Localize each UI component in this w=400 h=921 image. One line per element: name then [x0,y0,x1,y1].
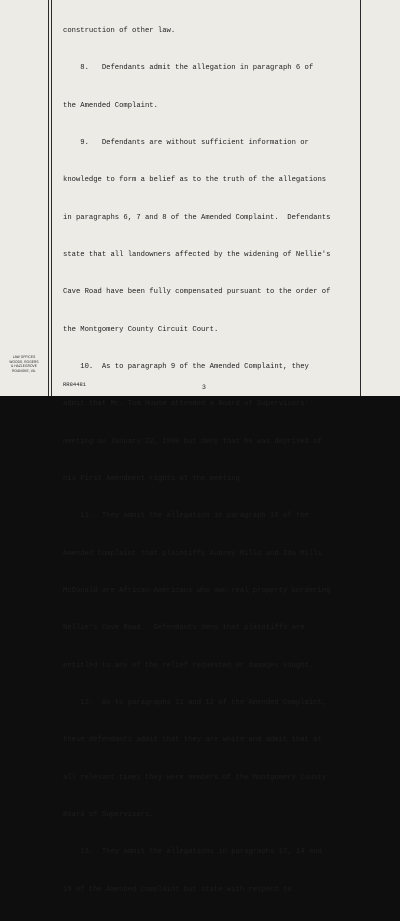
body-line: the Amended Complaint. [63,101,158,110]
right-margin-rule [360,0,361,400]
body-line: Nellie's Cave Road. Defendants deny that plaintiffs are [63,624,305,633]
body-line: meeting on January 22, 1990 but deny that he was deprived of [63,437,322,446]
body-line: Board of Supervisors. [63,811,154,820]
page-number: 3 [202,384,206,391]
document-body [63,0,358,921]
body-line: 10. As to paragraph 9 of the Amended Complaint, they [63,363,309,371]
sidebar-line: & HAZLEGROVE [11,364,37,368]
body-line: the Montgomery County Circuit Court. [63,325,219,334]
left-margin-rule-outer [48,0,49,400]
body-line: McDonald are African-Americans who own real property bordering [63,587,331,596]
body-line: all relevant times they were members of the Montgomery County [63,773,327,782]
body-line: 11. They admit the allegation in paragraph 10 of the [63,512,309,521]
body-line: 15 of the Amended Complaint but state with respect to [63,885,292,894]
body-line: knowledge to form a belief as to the truth of the allegations [63,176,327,185]
left-margin-rule-inner [51,0,52,400]
body-line: Amended Complaint that plaintiffs Aubrey Mills and Ida Mills [63,549,322,558]
sidebar-line: WOODS, ROGERS [9,359,39,364]
body-line: 12. As to paragraphs 11 and 12 of the Amended Complaint, [63,699,327,708]
body-line: his First Amendment rights at the meeting. [63,475,245,484]
sidebar-line: ROANOKE, VA. [12,368,36,373]
scan-border [0,396,400,400]
body-line: 8. Defendants admit the allegation in paragraph 6 of [63,64,314,73]
body-line: state that all landowners affected by the widening of Nellie's [63,250,331,259]
sidebar-line: LAW OFFICES [12,355,36,359]
body-line: admit that Mr. Tom Howse attended a Board of Supervisors' [63,400,309,409]
body-line: entitled to any of the relief requested or damages sought. [63,661,314,670]
body-line: construction of other law. [63,26,176,35]
body-line: 13. They admit the allegations in paragraphs 13, 14 and [63,848,322,857]
body-line: these defendants admit that they are white and admit that at [63,736,322,745]
law-office-sidebar [0,355,48,373]
body-line: 9. Defendants are without sufficient information or [63,138,309,147]
body-line: Cave Road have been fully compensated pursuant to the order of [63,288,331,297]
body-line: in paragraphs 6, 7 and 8 of the Amended Complaint. Defendants [63,213,331,222]
document-id: RR84481 [63,381,87,388]
